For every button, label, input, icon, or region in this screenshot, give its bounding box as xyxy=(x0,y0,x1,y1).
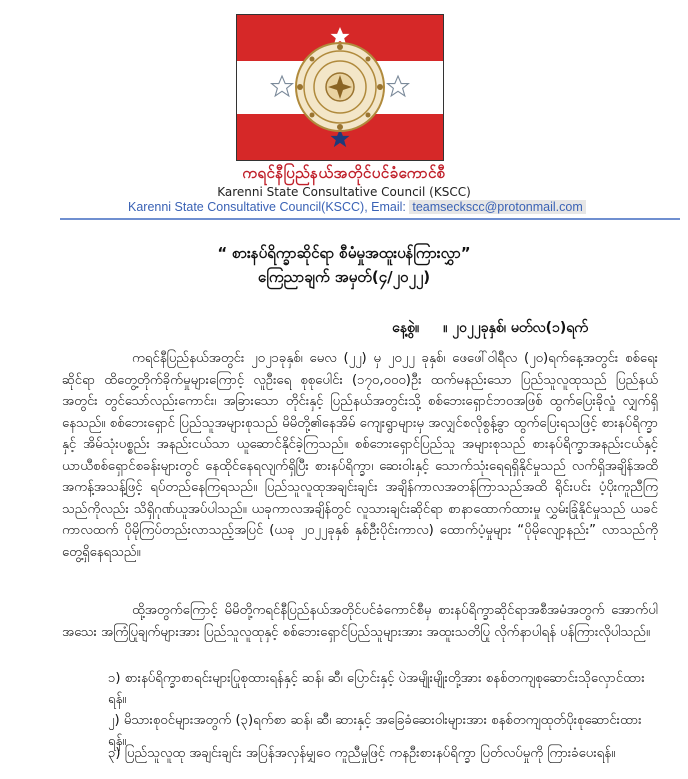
left-star-icon xyxy=(272,76,293,96)
body-paragraph-1: ကရင်နီပြည်နယ်အတွင်း ၂၀၂၁ခုနှစ်၊ မေလ (၂၂) မှ ၂၀၂၂ ခုနှစ်၊ ဖေဖေါ်ဝါရီလ (၂၀)ရက်နေ့အတွင်း စစ်ရေးဆိုင်ရာ ထိတွေ့တိုက်ခိုက်မှုများကြောင့် လူဦးရေ စုစုပေါင်း (၁၇၀,၀၀၀)ဦး ထက်မနည်းသော ပြည်သူလူထုသည် ပြည်နယ်အတွင်း တွင်သော်လည်းကောင်း၊ အခြားသော တိုင်းနှင့် ပြည်နယ်အတွင်းသို့ စစ်ဘေးရှောင်ဘဝအဖြစ် ထွက်ပြေးခိုလှုံ လျှက်ရှိနေသည်။ စစ်ဘေးရှောင် ပြည်သူအများစုသည် မိမိတို့၏နေအိမ် ကျေးရွာများမှ အလျှင်စလိုစွန့်ခွာ ထွက်ပြေးရသဖြင့် စားနပ်ရိက္ခာနှင့် အိမ်သုံးပစ္စည်း အနည်းငယ်သာ ယူဆောင်နိုင်ခဲ့ကြသည်။ စစ်ဘေးရှောင်ပြည်သူ အများစုသည် စားနပ်ရိက္ခာအနည်းငယ်နှင့် ယာယီစစ်ရှောင်စခန်းများတွင် နေထိုင်နေရလျက်ရှိပြီး စားနပ်ရိက္ခာ၊ ဆေးဝါးနှင့် သောက်သုံးရေရရှိနိုင်မှုသည် လက်ရှိအချိန်အထိအကန့်အသန့်ဖြင့် ရပ်တည်နေကြရသည်။ ပြည်သူလူထုအချင်းချင်း အချိန်ကာလအတန်ကြာသည်အထိ ရိုင်းပင်း ပံ့ပိုးကူညီကြသည်ကိုလည်း သိရှိဂုဏ်ယူအပ်ပါသည်။ ယခုကာလအချိန်တွင် လူသားချင်းဆိုင်ရာ စာနာထောက်ထားမှု လွှမ်းခြုံနိုင်မှုသည် ယခင်ကာလထက် ပိုမိုကြပ်တည်းလာသည့်အပြင် (ယခု ၂၀၂၂ခုနှစ် နှစ်ဦးပိုင်းကာလ) ထောက်ပံ့မှုများ “ပိုမိုလျော့နည်း” လာသည်ကို တွေ့ရှိနေရသည်။ xyxy=(62,351,658,560)
date-line xyxy=(392,318,588,339)
date-value: ။ ၂၀၂၂ခုနှစ်၊ မတ်လ(၁)ရက် xyxy=(443,320,588,336)
right-star-icon xyxy=(388,76,409,96)
list-item: ၂) မိသားစုဝင်များအတွက် (၃)ရက်စာ ဆန်၊ ဆီ၊ ဆားနှင့် အခြေခံဆေးဝါးများအား စနစ်တကျထုတ်ပိုးစုဆောင်းထားရန်။ xyxy=(108,713,642,749)
kscc-flag-logo xyxy=(236,14,444,161)
contact-line xyxy=(128,200,586,214)
list-item: ၁) စားနပ်ရိက္ခာစာရင်းများပြုစုထားရန်နှင့် ဆန်၊ ဆီ၊ ပြောင်းနှင့် ပဲအမျိုးမျိုးတို့အား စနစ်တကျစုဆောင်းသိုလှောင်ထားရန်။ xyxy=(108,671,645,707)
email-link[interactable]: teamseckscc@protonmail.com xyxy=(409,200,585,214)
bronze-drum-emblem-icon xyxy=(296,43,384,131)
org-name-english: Karenni State Consultative Council (KSCC) xyxy=(217,185,471,199)
org-name-myanmar: ကရင်နီပြည်နယ်အတိုင်ပင်ခံကောင်စီ xyxy=(242,164,446,182)
contact-prefix: Karenni State Consultative Council(KSCC), Email: xyxy=(128,200,410,214)
flag-emblem xyxy=(237,15,443,160)
date-label: နေ့စွဲ။ xyxy=(392,320,420,336)
list-item: ၃) ပြည်သူလူထု အချင်းချင်း အပြန်အလှန်မျှဝေ ကူညီမှုဖြင့် ကနဦးစားနပ်ရိက္ခာ ပြတ်လပ်မှုကို ကြားခံပေးရန်။ xyxy=(108,746,616,761)
body-paragraph-2: ထို့အတွက်ကြောင့် မိမိတို့ကရင်နီပြည်နယ်အတိုင်ပင်ခံကောင်စီမှ စားနပ်ရိက္ခာဆိုင်ရာအစီအမံအတွက် အောက်ပါ အသေး အကြံပြုချက်များအား ပြည်သူလူထုနှင့် စစ်ဘေးရှောင်ပြည်သူများအား အထူးသတိပြု လိုက်နာပါရန် ပန်ကြားလိုပါသည်။ xyxy=(62,603,658,640)
header-divider xyxy=(60,218,680,220)
document-title: “ စားနပ်ရိက္ခာဆိုင်ရာ စီမံမှုအထူးပန်ကြားလွှာ” xyxy=(217,244,471,262)
announcement-number: ကြေညာချက် အမှတ်(၄/၂၀၂၂) xyxy=(257,268,431,286)
